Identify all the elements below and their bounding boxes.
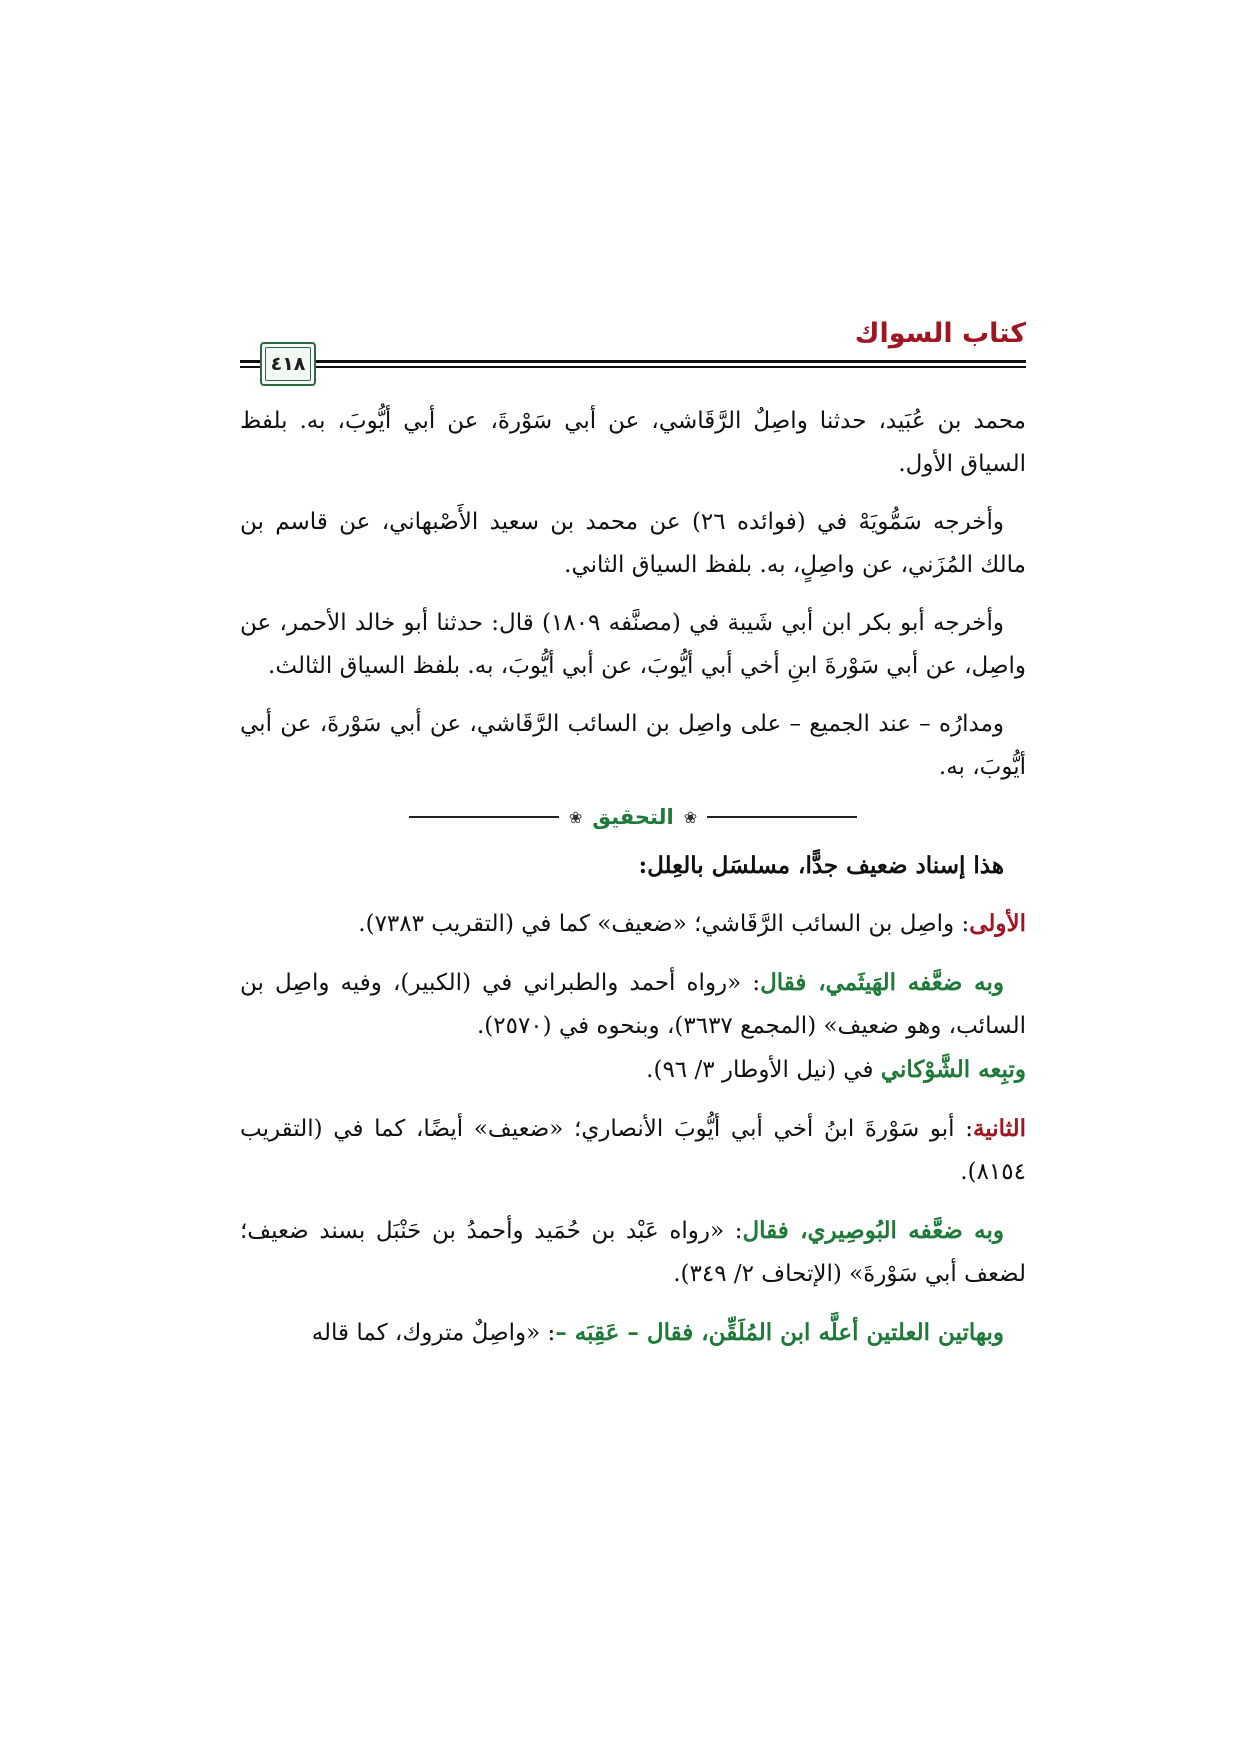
paragraph-2: وأخرجه سَمُّويَهْ في (فوائده ٢٦) عن محمد بن سعيد الأَصْبهاني، عن قاسم بن مالك المُزَني، عن واصِلٍ، به. بلفظ السياق الثاني.: [240, 509, 1026, 578]
haythami-lead: وبه ضعَّفه الهَيثَمي، فقال: [760, 969, 1004, 996]
page-body: [240, 400, 1026, 1370]
shawkani-text: في (نيل الأوطار ٣/ ٩٦).: [646, 1057, 881, 1083]
header-rule-top: [240, 360, 1026, 363]
paragraph-1: محمد بن عُبَيد، حدثنا واصِلٌ الرَّقَاشي، عن أبي سَوْرةَ، عن أبي أيُّوبَ، به. بلفظ السياق الأول.: [240, 408, 1026, 477]
divider-line-left: [409, 816, 559, 818]
section-divider: [240, 804, 1026, 830]
shawkani-lead: وتبِعه الشَّوْكاني: [880, 1056, 1026, 1083]
paragraph-3: وأخرجه أبو بكر ابن أبي شَيبة في (مصنَّفه ١٨٠٩) قال: حدثنا أبو خالد الأحمر، عن واصِل، عن أبي سَوْرةَ ابنِ أخي أبي أيُّوبَ، عن أبي أيُّوبَ، به. بلفظ السياق الثالث.: [240, 610, 1026, 679]
second-defect-text: : أبو سَوْرةَ ابنُ أخي أبي أيُّوبَ الأنصاري؛ «ضعيف» أيضًا، كما في (التقريب ٨١٥٤).: [240, 1116, 1026, 1185]
mulaqqin-lead: وبهاتين العلتين أعلَّه ابن المُلَقِّن، فقال – عَقِبَه –: [555, 1319, 1004, 1346]
mulaqqin-paragraph: [240, 1311, 1026, 1355]
section-heading: التحقيق: [592, 804, 674, 829]
ornament-icon: ❀: [568, 807, 583, 827]
busiri-text: : «رواه عَبْد بن حُمَيد وأحمدُ بن حَنْبَل بسند ضعيف؛ لضعف أبي سَوْرةَ» (الإتحاف ٢/ ٣٤٩).: [240, 1218, 1026, 1287]
book-title: كتاب السواك: [854, 318, 1026, 349]
ornament-icon: ❀: [683, 807, 698, 827]
first-defect-label: الأولى: [969, 910, 1026, 937]
busiri-lead: وبه ضعَّفه البُوصِيري، فقال: [742, 1217, 1004, 1244]
header-rule-bottom: [240, 366, 1026, 368]
page-number: ٤١٨: [265, 347, 311, 381]
first-defect-text: : واصِل بن السائب الرَّقَاشي؛ «ضعيف» كما في (التقريب ٧٣٨٣).: [358, 911, 970, 937]
divider-line-right: [707, 816, 857, 818]
first-defect: [240, 902, 1026, 946]
second-defect: [240, 1107, 1026, 1194]
busiri-paragraph: [240, 1209, 1026, 1296]
second-defect-label: الثانية: [972, 1115, 1026, 1142]
haythami-text: : «رواه أحمد والطبراني في (الكبير)، وفيه واصِل بن السائب، وهو ضعيف» (المجمع ٣٦٣٧)، وبنحوه في (٢٥٧٠).: [240, 970, 1026, 1039]
haythami-paragraph: [240, 961, 1026, 1092]
page-number-badge: [260, 342, 316, 386]
paragraph-4: ومدارُه – عند الجميع – على واصِل بن السائب الرَّقَاشي، عن أبي سَوْرةَ، عن أبي أيُّوبَ، به.: [240, 711, 1026, 780]
page-header: [240, 318, 1026, 378]
tahqiq-intro: هذا إسناد ضعيف جدًّا، مسلسَل بالعِلل:: [638, 852, 1004, 879]
mulaqqin-text: : «واصِلٌ متروك، كما قاله: [311, 1320, 556, 1346]
